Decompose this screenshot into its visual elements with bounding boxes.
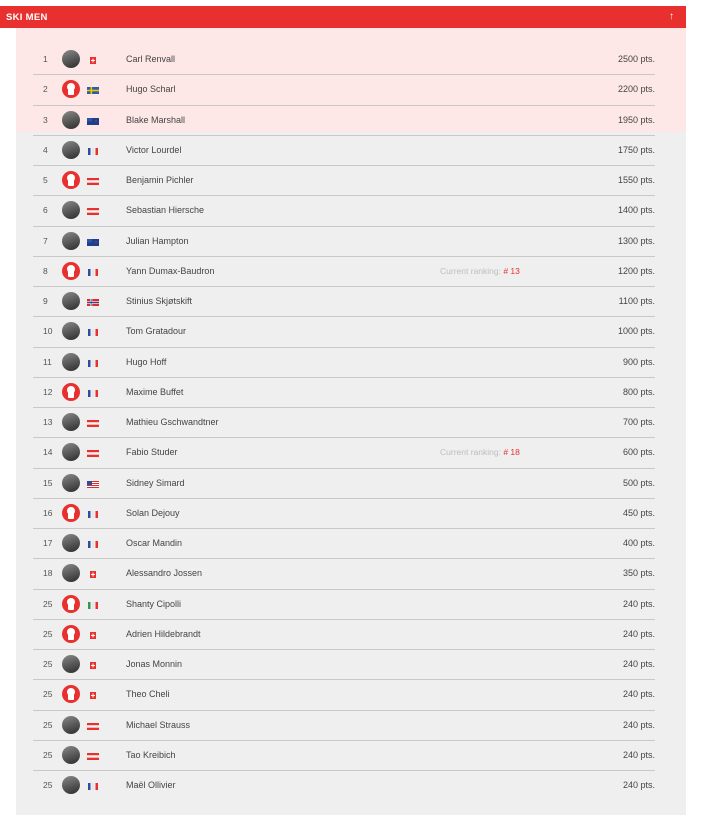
points-value: 1750 pts.	[617, 144, 655, 155]
avatar-placeholder-icon[interactable]	[62, 262, 80, 280]
athlete-avatar[interactable]	[62, 322, 80, 340]
athlete-avatar[interactable]	[62, 292, 80, 310]
flag-at-icon	[87, 449, 99, 456]
flag-fr-icon	[87, 147, 99, 154]
avatar-placeholder-icon[interactable]	[62, 80, 80, 98]
flag-ch-icon	[87, 570, 99, 577]
athlete-avatar[interactable]	[62, 111, 80, 129]
rank-number: 7	[43, 235, 48, 246]
rank-number: 9	[43, 296, 48, 306]
ranking-list	[33, 45, 655, 801]
athlete-name[interactable]: Maël Ollivier	[126, 780, 176, 790]
rank-number: 25	[43, 659, 53, 669]
athlete-avatar[interactable]	[62, 353, 80, 371]
rank-number: 3	[43, 114, 48, 125]
rank-number: 11	[43, 356, 52, 367]
points-value: 1200 pts.	[617, 265, 655, 276]
points-value: 450 pts.	[622, 507, 655, 518]
ranking-row[interactable]	[33, 499, 655, 529]
section-title: SKI MEN	[6, 11, 48, 23]
athlete-name[interactable]: Theo Cheli	[126, 689, 170, 700]
points-value: 2200 pts.	[617, 84, 655, 95]
points-value: 2500 pts.	[617, 54, 655, 64]
rank-number: 17	[43, 538, 53, 548]
current-ranking-label: Current ranking:	[440, 447, 501, 458]
flag-se-icon	[87, 86, 99, 93]
rank-number: 5	[43, 175, 48, 185]
athlete-name[interactable]: Hugo Hoff	[126, 356, 167, 367]
ranking-row[interactable]	[33, 136, 655, 166]
athlete-name[interactable]: Tao Kreibich	[126, 749, 176, 760]
athlete-avatar[interactable]	[62, 474, 80, 492]
current-ranking-label: Current ranking:	[440, 265, 501, 276]
athlete-name[interactable]: Adrien Hildebrandt	[126, 628, 201, 639]
athlete-name[interactable]: Carl Renvall	[126, 54, 176, 64]
ranking-row[interactable]	[33, 317, 655, 347]
athlete-name[interactable]: Sidney Simard	[126, 477, 185, 488]
athlete-avatar[interactable]	[62, 50, 80, 68]
athlete-name[interactable]: Maxime Buffet	[126, 386, 184, 397]
rank-number: 25	[43, 628, 53, 639]
rank-number: 25	[43, 598, 53, 609]
points-value: 240 pts.	[622, 719, 655, 730]
rank-number: 25	[43, 719, 53, 730]
rank-number: 6	[43, 205, 48, 216]
points-value: 1000 pts.	[617, 326, 655, 337]
ranking-row[interactable]	[33, 559, 655, 589]
points-value: 1550 pts.	[617, 175, 655, 185]
points-value: 700 pts.	[622, 417, 655, 427]
rank-number: 10	[43, 326, 53, 337]
athlete-name[interactable]: Benjamin Pichler	[126, 175, 194, 185]
ranking-row[interactable]	[33, 529, 655, 559]
rank-number: 25	[43, 780, 53, 790]
ranking-row[interactable]	[33, 680, 655, 710]
points-value: 1300 pts.	[617, 235, 655, 246]
flag-fr-icon	[87, 359, 99, 366]
athlete-name[interactable]: Shanty Cipolli	[126, 598, 182, 609]
rank-number: 14	[43, 447, 53, 458]
ranking-row[interactable]	[33, 106, 655, 136]
ranking-row[interactable]	[33, 469, 655, 499]
flag-ch-icon	[87, 631, 99, 638]
athlete-name[interactable]: Blake Marshall	[126, 114, 186, 125]
flag-fr-icon	[87, 510, 99, 517]
athlete-name[interactable]: Jonas Monnin	[126, 659, 183, 669]
flag-fr-icon	[87, 268, 99, 275]
rank-number: 1	[43, 54, 48, 64]
athlete-avatar[interactable]	[62, 564, 80, 582]
flag-us-icon	[87, 480, 99, 487]
athlete-name[interactable]: Hugo Scharl	[126, 84, 176, 95]
points-value: 1950 pts.	[617, 114, 655, 125]
section-header	[0, 6, 686, 28]
avatar-placeholder-icon[interactable]	[62, 171, 80, 189]
rank-number: 16	[43, 507, 53, 518]
athlete-avatar[interactable]	[62, 746, 80, 764]
flag-fr-icon	[87, 389, 99, 396]
current-ranking-value: # 18	[503, 447, 520, 458]
flag-at-icon	[87, 207, 99, 214]
points-value: 350 pts.	[622, 568, 655, 579]
ranking-row[interactable]	[33, 227, 655, 257]
athlete-avatar[interactable]	[62, 534, 80, 552]
rank-number: 8	[43, 265, 48, 276]
ranking-row[interactable]	[33, 166, 655, 196]
ranking-row[interactable]	[33, 45, 655, 75]
flag-ch-icon	[87, 691, 99, 698]
ranking-row[interactable]	[33, 196, 655, 226]
athlete-name[interactable]: Mathieu Gschwandtner	[126, 417, 219, 427]
avatar-placeholder-icon[interactable]	[62, 504, 80, 522]
points-value: 800 pts.	[622, 386, 655, 397]
ranking-row[interactable]	[33, 408, 655, 438]
athlete-name[interactable]: Julian Hampton	[126, 235, 189, 246]
avatar-placeholder-icon[interactable]	[62, 595, 80, 613]
flag-at-icon	[87, 419, 99, 426]
athlete-avatar[interactable]	[62, 413, 80, 431]
ranking-row[interactable]	[33, 348, 655, 378]
points-value: 240 pts.	[622, 780, 655, 790]
current-ranking-value: # 13	[503, 265, 520, 276]
flag-it-icon	[87, 601, 99, 608]
ranking-row[interactable]	[33, 590, 655, 620]
athlete-avatar[interactable]	[62, 716, 80, 734]
athlete-avatar[interactable]	[62, 655, 80, 673]
avatar-placeholder-icon[interactable]	[62, 625, 80, 643]
athlete-avatar[interactable]	[62, 776, 80, 794]
flag-at-icon	[87, 752, 99, 759]
athlete-name[interactable]: Solan Dejouy	[126, 507, 180, 518]
rank-number: 12	[43, 386, 53, 397]
flag-fr-icon	[87, 540, 99, 547]
flag-nz-icon	[87, 117, 99, 124]
athlete-avatar[interactable]	[62, 443, 80, 461]
athlete-name[interactable]: Tom Gratadour	[126, 326, 187, 337]
points-value: 240 pts.	[622, 749, 655, 760]
flag-at-icon	[87, 177, 99, 184]
points-value: 600 pts.	[622, 447, 655, 458]
athlete-avatar[interactable]	[62, 141, 80, 159]
flag-ch-icon	[87, 56, 99, 63]
athlete-name[interactable]: Alessandro Jossen	[126, 568, 203, 579]
ranking-row[interactable]	[33, 711, 655, 741]
athlete-name[interactable]: Victor Lourdel	[126, 144, 182, 155]
arrow-up-icon[interactable]: ↑	[669, 11, 674, 22]
points-value: 500 pts.	[622, 477, 655, 488]
flag-fr-icon	[87, 328, 99, 335]
points-value: 400 pts.	[622, 538, 655, 548]
athlete-name[interactable]: Stinius Skjøtskift	[126, 296, 193, 306]
rank-number: 25	[43, 749, 53, 760]
athlete-name[interactable]: Sebastian Hiersche	[126, 205, 205, 216]
ranking-row[interactable]	[33, 287, 655, 317]
flag-nz-icon	[87, 238, 99, 245]
rank-number: 15	[43, 477, 53, 488]
ranking-row[interactable]	[33, 378, 655, 408]
ranking-row[interactable]	[33, 741, 655, 771]
current-ranking	[440, 447, 520, 457]
points-value: 900 pts.	[622, 356, 655, 367]
ranking-row[interactable]	[33, 650, 655, 680]
points-value: 240 pts.	[622, 598, 655, 609]
rank-number: 13	[43, 417, 53, 427]
avatar-placeholder-icon[interactable]	[62, 685, 80, 703]
ranking-row[interactable]	[33, 771, 655, 801]
avatar-placeholder-icon[interactable]	[62, 383, 80, 401]
flag-no-icon	[87, 298, 99, 305]
athlete-name[interactable]: Fabio Studer	[126, 447, 178, 458]
points-value: 240 pts.	[622, 628, 655, 639]
flag-fr-icon	[87, 782, 99, 789]
current-ranking	[440, 266, 520, 276]
athlete-avatar[interactable]	[62, 201, 80, 219]
rank-number: 2	[43, 84, 48, 95]
rank-number: 25	[43, 689, 53, 700]
points-value: 1400 pts.	[617, 205, 655, 216]
flag-at-icon	[87, 722, 99, 729]
athlete-name[interactable]: Michael Strauss	[126, 719, 191, 730]
points-value: 1100 pts.	[618, 296, 655, 306]
athlete-avatar[interactable]	[62, 232, 80, 250]
ranking-row[interactable]	[33, 438, 655, 468]
ranking-row[interactable]	[33, 620, 655, 650]
ranking-row[interactable]	[33, 257, 655, 287]
flag-ch-icon	[87, 661, 99, 668]
ranking-row[interactable]	[33, 75, 655, 105]
rank-number: 4	[43, 144, 48, 155]
athlete-name[interactable]: Oscar Mandin	[126, 538, 183, 548]
points-value: 240 pts.	[622, 659, 655, 669]
rank-number: 18	[43, 568, 53, 579]
athlete-name[interactable]: Yann Dumax-Baudron	[126, 265, 215, 276]
points-value: 240 pts.	[622, 689, 655, 700]
